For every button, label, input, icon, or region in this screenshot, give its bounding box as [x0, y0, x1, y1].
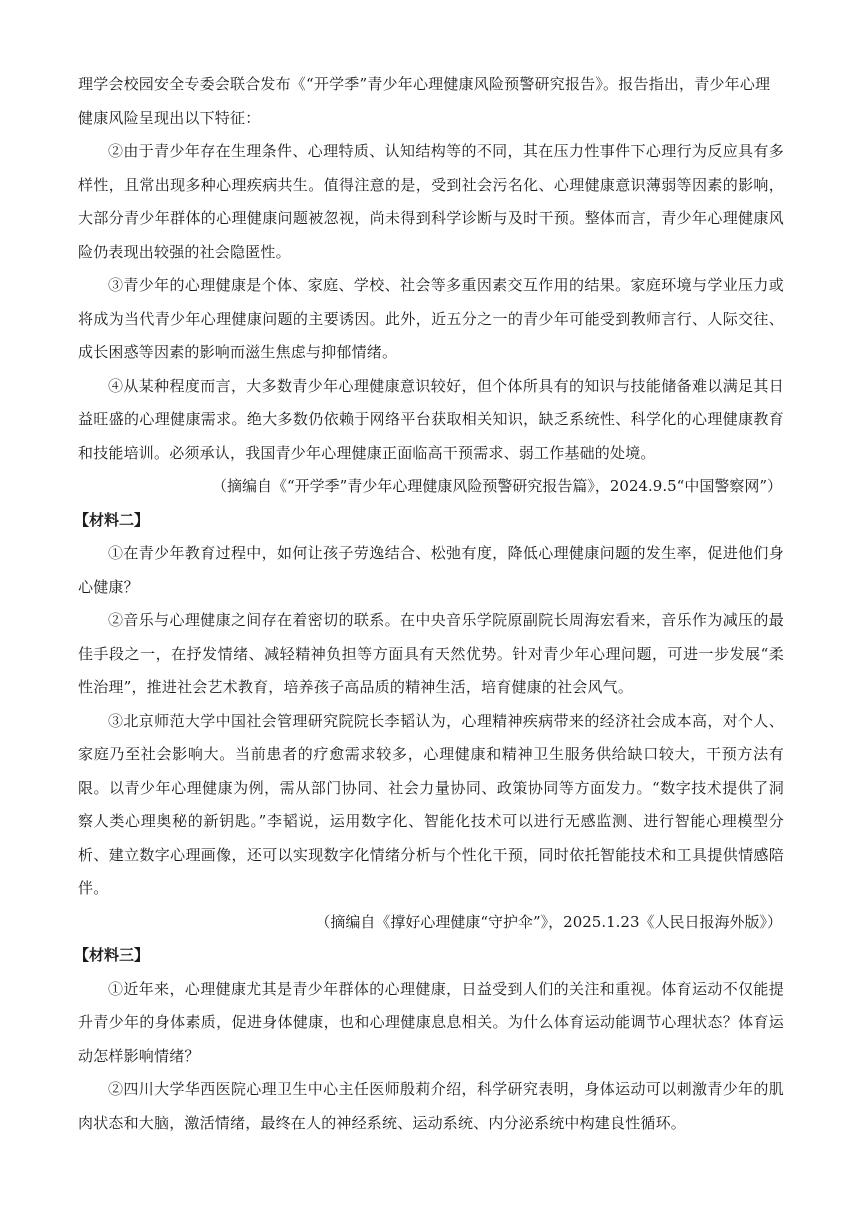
- material2-source: （摘编自《撑好心理健康“守护伞”》，2025.1.23《人民日报海外版》）: [315, 912, 782, 931]
- material3-paragraph-2: ②四川大学华西医院心理卫生中心主任医师殷莉介绍，科学研究表明，身体运动可以刺激青少年的肌肉状态和大脑，激活情绪，最终在人的神经系统、运动系统、内分泌系统中构建良性循环。: [78, 1080, 784, 1132]
- material1-source: （摘编自《“开学季”青少年心理健康风险预警研究报告篇》，2024.9.5“中国警察网”）: [212, 477, 782, 495]
- material2-paragraph-3: ③北京师范大学中国社会管理研究院院长李韬认为，心理精神疾病带来的经济社会成本高，对个人、家庭乃至社会影响大。当前患者的疗愈需求较多，心理健康和精神卫生服务供给缺口较大，干预方法有限。以青少年心理健康为例，需从部门协同、社会力量协同、政策协同等方面发力。“数字技术提供了洞察人类心理奥秘的新钥匙。”李韬说，运用数字化、智能化技术可以进行无感监测、进行智能心理模型分析、建立数字心理画像，还可以实现数字化情绪分析与个性化干预，同时依托智能技术和工具提供情感陪伴。: [78, 711, 784, 897]
- material1-paragraph-3: ③青少年的心理健康是个体、家庭、学校、社会等多重因素交互作用的结果。家庭环境与学业压力或将成为当代青少年心理健康问题的主要诱因。此外，近五分之一的青少年可能受到教师言行、人际交往、成长困惑等因素的影响而滋生焦虑与抑郁情绪。: [78, 276, 784, 361]
- material2-paragraph-1: ①在青少年教育过程中，如何让孩子劳逸结合、松弛有度，降低心理健康问题的发生率，促进他们身心健康？: [78, 544, 784, 596]
- material3-heading: 【材料三】: [74, 946, 150, 964]
- material3-paragraph-1: ①近年来，心理健康尤其是青少年群体的心理健康，日益受到人们的关注和重视。体育运动不仅能提升青少年的身体素质，促进身体健康，也和心理健康息息相关。为什么体育运动能调节心理状态？体育运动怎样影响情绪？: [78, 979, 784, 1065]
- material1-intro-line2: 健康风险呈现出以下特征：: [78, 108, 261, 127]
- material1-paragraph-2: ②由于青少年存在生理条件、心理特质、认知结构等的不同，其在压力性事件下心理行为反应具有多样性，且常出现多种心理疾病共生。值得注意的是，受到社会污名化、心理健康意识薄弱等因素的影响，大部分青少年群体的心理健康问题被忽视，尚未得到科学诊断与及时干预。整体而言，青少年心理健康风险仍表现出较强的社会隐匿性。: [78, 142, 784, 261]
- document-page: [74, 68, 784, 1140]
- material1-intro-line1: 理学会校园安全专委会联合发布《“开学季”青少年心理健康风险预警研究报告》。报告指出，青少年心理: [78, 75, 771, 93]
- material2-heading: 【材料二】: [74, 510, 150, 529]
- material2-paragraph-2: ②音乐与心理健康之间存在着密切的联系。在中央音乐学院原副院长周海宏看来，音乐作为减压的最佳手段之一，在抒发情绪、减轻精神负担等方面具有天然优势。针对青少年心理问题，可进一步发展“柔性治理”，推进社会艺术教育，培养孩子高品质的精神生活，培育健康的社会风气。: [78, 611, 784, 696]
- material1-paragraph-4: ④从某种程度而言，大多数青少年心理健康意识较好，但个体所具有的知识与技能储备难以满足其日益旺盛的心理健康需求。绝大多数仍依赖于网络平台获取相关知识，缺乏系统性、科学化的心理健康教育和技能培训。必须承认，我国青少年心理健康正面临高干预需求、弱工作基础的处境。: [78, 376, 784, 462]
